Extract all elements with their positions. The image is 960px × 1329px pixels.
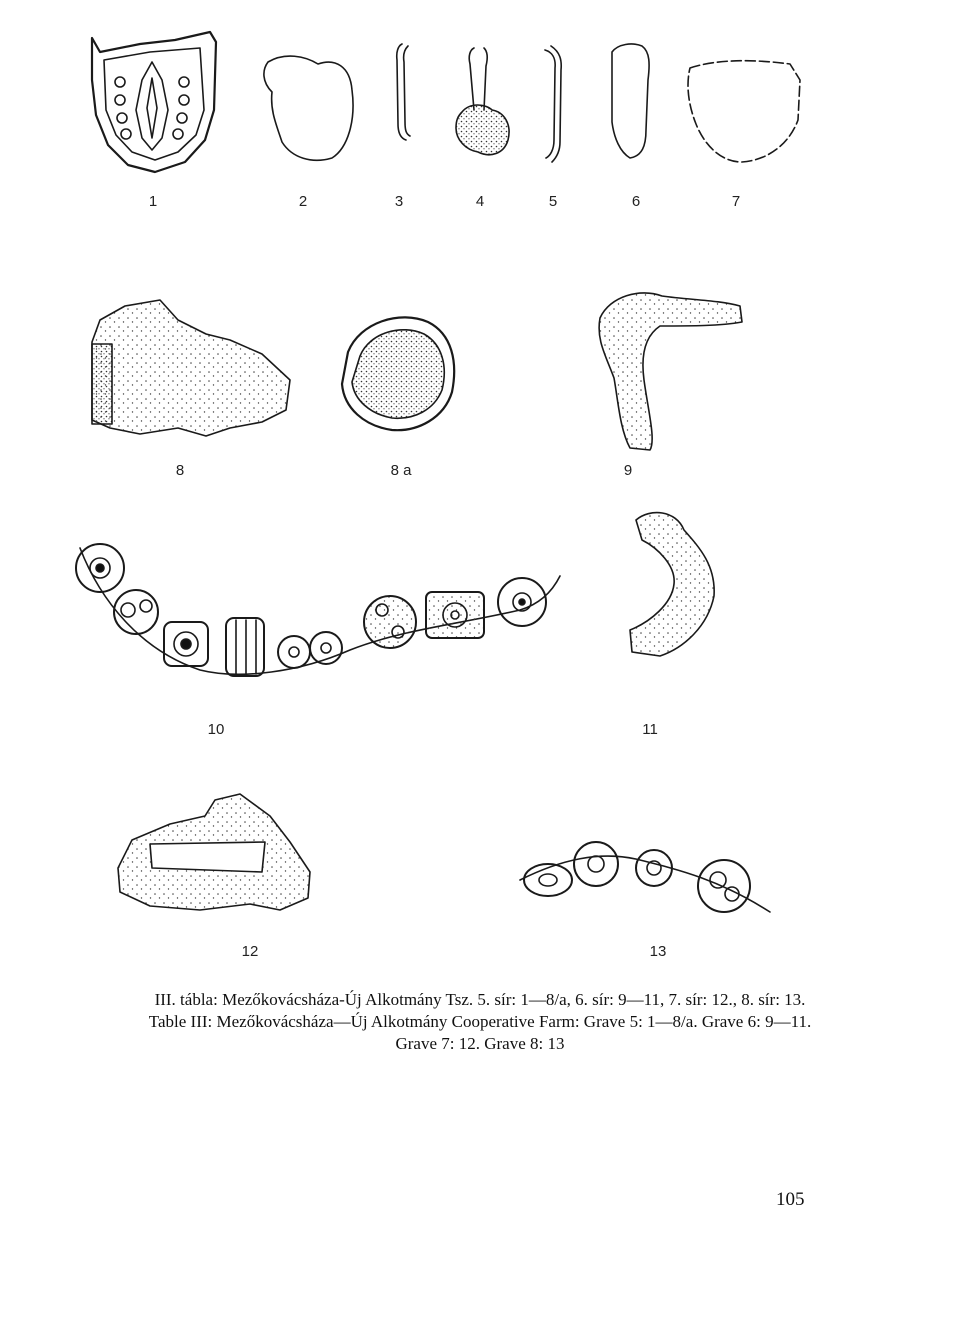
figure-8-end-detail bbox=[92, 344, 112, 424]
figure-8-fragment bbox=[92, 300, 290, 436]
figure-label-1: 1 bbox=[148, 193, 158, 210]
figure-7-fragment bbox=[688, 61, 800, 162]
figure-label-3: 3 bbox=[394, 193, 404, 210]
caption-hungarian: III. tábla: Mezőkovácsháza-Új Alkotmány Tsz. 5. sír: 1—8/a, 6. sír: 9—11, 7. sír: 12., 8. sír: 13. bbox=[154, 990, 806, 1009]
figure-13-necklace bbox=[520, 842, 770, 912]
caption-english-line-2: Grave 7: 12. Grave 8: 13 bbox=[395, 1034, 565, 1053]
figure-label-6: 6 bbox=[631, 193, 641, 210]
bead bbox=[226, 618, 264, 676]
bead bbox=[364, 596, 416, 648]
figure-5-rod bbox=[545, 46, 561, 162]
figure-label-2: 2 bbox=[298, 193, 308, 210]
figure-label-8a: 8 a bbox=[390, 462, 412, 479]
bead bbox=[636, 850, 672, 886]
figure-label-13: 13 bbox=[649, 943, 667, 960]
figure-12-buckle bbox=[118, 794, 310, 910]
figure-10-necklace bbox=[76, 544, 560, 676]
figure-label-9: 9 bbox=[623, 462, 633, 479]
figure-4-pin bbox=[456, 48, 509, 155]
figure-label-10: 10 bbox=[207, 721, 225, 738]
figure-11-curved-fragment bbox=[630, 513, 714, 656]
figure-6-fragment bbox=[612, 44, 649, 158]
figure-label-11: 11 bbox=[642, 721, 658, 738]
figure-9-hook bbox=[599, 293, 742, 450]
figure-label-12: 12 bbox=[241, 943, 259, 960]
figure-8a-disc bbox=[342, 317, 454, 430]
bead bbox=[426, 592, 484, 638]
figure-label-7: 7 bbox=[731, 193, 741, 210]
bead bbox=[524, 864, 572, 896]
page-number: 105 bbox=[776, 1189, 805, 1210]
bead bbox=[114, 590, 158, 634]
bead bbox=[698, 860, 750, 912]
figure-label-8: 8 bbox=[175, 462, 185, 479]
caption-english-line-1: Table III: Mezőkovácsháza—Új Alkotmány Cooperative Farm: Grave 5: 1—8/a. Grave 6: 9—11. bbox=[148, 1012, 812, 1031]
figure-label-4: 4 bbox=[475, 193, 485, 210]
figure-2-fragment bbox=[264, 56, 353, 160]
bead bbox=[574, 842, 618, 886]
figure-label-5: 5 bbox=[548, 193, 558, 210]
figure-1-mount bbox=[92, 32, 216, 172]
figure-3-rod bbox=[397, 44, 410, 140]
bead bbox=[278, 636, 310, 668]
bead bbox=[164, 622, 208, 666]
bead bbox=[76, 544, 124, 592]
